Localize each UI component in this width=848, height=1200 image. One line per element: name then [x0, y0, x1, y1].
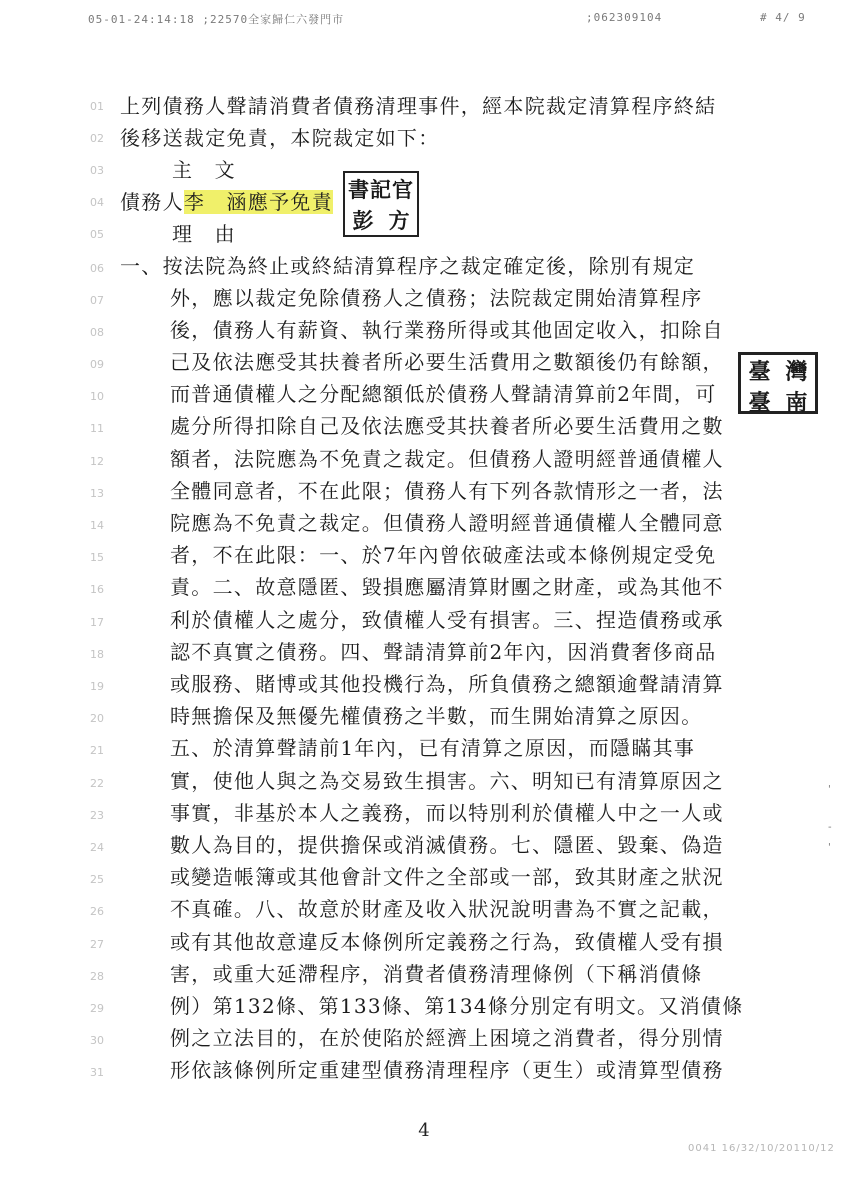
footer-mark: 0041 16/32/10/20110/12	[688, 1143, 835, 1154]
clerk-seal-char: 方	[388, 207, 410, 233]
reason-line: 全體同意者，不在此限；債務人有下列各款情形之一者，法	[170, 479, 724, 503]
clerk-seal-char: 彭	[352, 207, 374, 233]
edge-mark: '	[828, 842, 831, 853]
line-number: 26	[90, 905, 104, 918]
reason-line: 或變造帳簿或其他會計文件之全部或一部，致其財產之狀況	[170, 865, 724, 889]
line-number: 01	[90, 100, 104, 113]
line-number: 03	[90, 164, 104, 177]
reason-heading: 理 由	[172, 222, 236, 246]
line-number: 11	[90, 422, 104, 435]
line-number: 21	[90, 744, 104, 757]
line-number: 09	[90, 358, 104, 371]
reason-line: 責。二、故意隱匿、毀損應屬清算財團之財產，或為其他不	[170, 575, 724, 599]
main-heading: 主 文	[172, 158, 236, 182]
line-number: 06	[90, 262, 104, 275]
line-number: 08	[90, 326, 104, 339]
court-seal-char: 灣	[785, 359, 808, 385]
line-number: 14	[90, 519, 104, 532]
intro-line: 後移送裁定免責，本院裁定如下：	[120, 126, 440, 150]
reason-line: 形依該條例所定重建型債務清理程序（更生）或清算型債務	[170, 1058, 724, 1082]
page-number: 4	[418, 1120, 430, 1141]
reason-line: 不真確。八、故意於財產及收入狀況說明書為不實之記載，	[170, 897, 724, 921]
reason-line: 而普通債權人之分配總額低於債務人聲請清算前2年間，可	[170, 382, 717, 406]
line-number: 13	[90, 487, 104, 500]
reason-line: 害，或重大延滯程序，消費者債務清理條例（下稱消債條	[170, 962, 703, 986]
court-seal-char: 南	[785, 390, 808, 416]
court-seal-stamp	[738, 352, 818, 414]
line-number: 05	[90, 228, 104, 241]
line-number: 12	[90, 455, 104, 468]
line-number: 23	[90, 809, 104, 822]
reason-line: 或有其他故意違反本條例所定義務之行為，致債權人受有損	[170, 930, 724, 954]
line-number: 15	[90, 551, 104, 564]
ruling-highlight: 李 涵應予免責	[183, 190, 334, 214]
fax-header-page: # 4/ 9	[760, 11, 806, 24]
reason-line: 外，應以裁定免除債務人之債務；法院裁定開始清算程序	[170, 286, 703, 310]
line-number: 04	[90, 196, 104, 209]
line-number: 17	[90, 616, 104, 629]
reason-line: 院應為不免責之裁定。但債務人證明經普通債權人全體同意	[170, 511, 724, 535]
line-number: 28	[90, 970, 104, 983]
clerk-seal-stamp	[343, 171, 419, 237]
fax-header-number: ;062309104	[586, 11, 663, 24]
line-number: 10	[90, 390, 104, 403]
line-number: 27	[90, 938, 104, 951]
reason-line: 後，債務人有薪資、執行業務所得或其他固定收入，扣除自	[170, 318, 724, 342]
reason-line: 事實，非基於本人之義務，而以特別利於債權人中之一人或	[170, 801, 724, 825]
ruling-line	[120, 186, 333, 218]
line-number: 02	[90, 132, 104, 145]
line-number: 07	[90, 294, 104, 307]
line-number: 16	[90, 583, 104, 596]
line-number: 24	[90, 841, 104, 854]
line-number: 30	[90, 1034, 104, 1047]
court-seal-char: 臺	[748, 359, 771, 385]
line-number: 25	[90, 873, 104, 886]
reason-line: 者，不在此限：一、於7年內曾依破產法或本條例規定受免	[170, 543, 717, 567]
reason-line: 處分所得扣除自己及依法應受其扶養者所必要生活費用之數	[170, 414, 724, 438]
intro-line: 上列債務人聲請消費者債務清理事件，經本院裁定清算程序終結	[120, 94, 717, 118]
reason-line: 利於債權人之處分，致債權人受有損害。三、捏造債務或承	[170, 608, 724, 632]
ruling-prefix: 債務人	[120, 190, 184, 214]
reason-line: 例）第132條、第133條、第134條分別定有明文。又消債條	[170, 994, 744, 1018]
reason-line: 額者，法院應為不免責之裁定。但債務人證明經普通債權人	[170, 447, 724, 471]
reason-line: 時無擔保及無優先權債務之半數，而生開始清算之原因。	[170, 704, 703, 728]
reason-line: 五、於清算聲請前1年內，已有清算之原因，而隱瞞其事	[170, 736, 696, 760]
reason-line: 一、按法院為終止或終結清算程序之裁定確定後，除別有規定	[120, 254, 696, 278]
line-number: 31	[90, 1066, 104, 1079]
line-number: 20	[90, 712, 104, 725]
reason-line: 實，使他人與之為交易致生損害。六、明知已有清算原因之	[170, 769, 724, 793]
reason-line: 數人為目的，提供擔保或消滅債務。七、隱匿、毀棄、偽造	[170, 833, 724, 857]
reason-line: 或服務、賭博或其他投機行為，所負債務之總額逾聲請清算	[170, 672, 724, 696]
reason-line: 認不真實之債務。四、聲請清算前2年內，因消費奢侈商品	[170, 640, 717, 664]
reason-line: 例之立法目的，在於使陷於經濟上困境之消費者，得分別情	[170, 1026, 724, 1050]
line-number: 18	[90, 648, 104, 661]
court-seal-char: 臺	[748, 390, 771, 416]
reason-line: 己及依法應受其扶養者所必要生活費用之數額後仍有餘額，	[170, 350, 724, 374]
edge-mark: '	[828, 784, 831, 795]
line-number: 22	[90, 777, 104, 790]
clerk-seal-title: 書記官	[348, 176, 414, 202]
line-number: 19	[90, 680, 104, 693]
line-number: 29	[90, 1002, 104, 1015]
fax-header-sender: 05-01-24:14:18 ;22570全家歸仁六發門市	[88, 13, 345, 26]
edge-mark: -	[828, 822, 832, 833]
